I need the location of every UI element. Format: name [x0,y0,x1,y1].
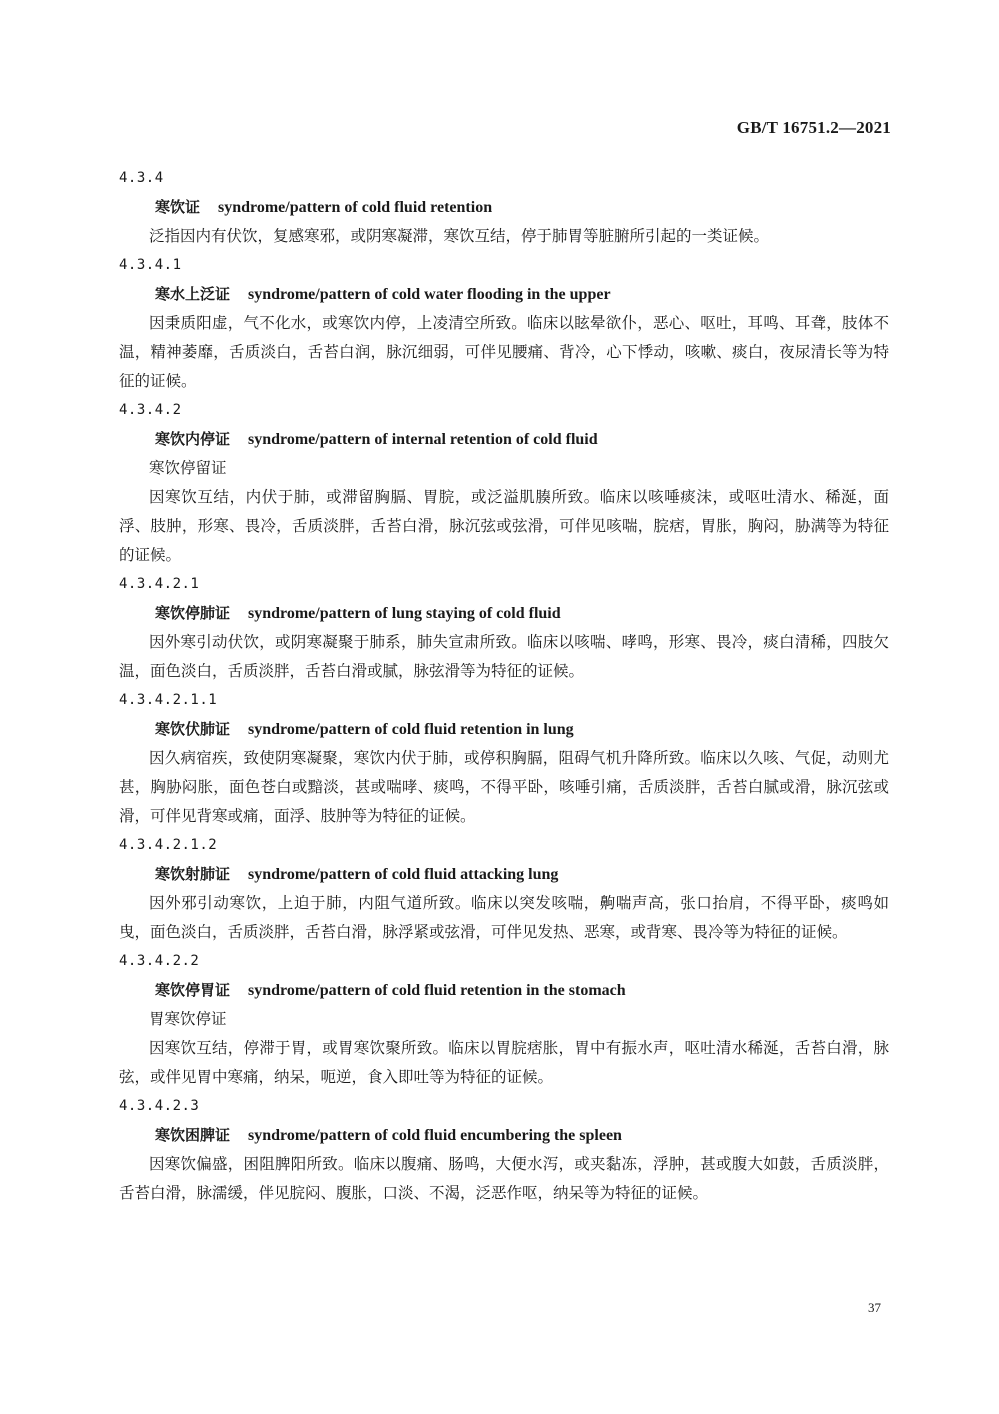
term-heading [119,193,889,222]
entry-4-3-4-2-2 [119,947,889,1092]
term-zh: 寒水上泛证 [155,285,231,303]
term-heading [119,976,889,1005]
term-zh: 寒饮伏肺证 [155,720,231,738]
term-en: syndrome/pattern of lung staying of cold fluid [248,605,561,622]
term-zh: 寒饮内停证 [155,430,231,448]
entry-4-3-4 [119,164,889,251]
entry-4-3-4-2-1 [119,570,889,686]
term-zh: 寒饮停胃证 [155,981,231,999]
document-body [119,164,889,1208]
term-zh: 寒饮证 [155,198,201,216]
entry-4-3-4-2 [119,396,889,570]
term-en: syndrome/pattern of cold fluid retention in lung [248,721,574,738]
term-heading [119,1121,889,1150]
clause-number: 4.3.4.2.1 [119,576,200,592]
term-zh: 寒饮停肺证 [155,604,231,622]
clause-number: 4.3.4.2.3 [119,1098,200,1114]
definition: 因寒饮互结，停滞于胃，或胃寒饮聚所致。临床以胃脘痞胀，胃中有振水声，呕吐清水稀涎，舌苔白滑，脉弦，或伴见胃中寒痛，纳呆，呃逆，食入即吐等为特征的证候。 [119,1039,889,1086]
entry-4-3-4-1 [119,251,889,396]
term-zh: 寒饮困脾证 [155,1126,231,1144]
clause-number: 4.3.4.2.1.2 [119,837,218,853]
synonym: 胃寒饮停证 [149,1010,227,1028]
page-number: 37 [868,1300,881,1315]
term-en: syndrome/pattern of cold fluid retention in the stomach [248,982,626,999]
clause-number: 4.3.4.2.1.1 [119,692,218,708]
definition: 因外邪引动寒饮，上迫于肺，内阻气道所致。临床以突发咳喘，齁喘声高，张口抬肩，不得平卧，痰鸣如曳，面色淡白，舌质淡胖，舌苔白滑，脉浮紧或弦滑，可伴见发热、恶寒，或背寒、畏冷等为特征的证候。 [119,894,889,941]
definition: 因寒饮互结，内伏于肺，或滞留胸膈、胃脘，或泛溢肌腠所致。临床以咳唾痰沫，或呕吐清水、稀涎，面浮、肢肿，形寒、畏冷，舌质淡胖，舌苔白滑，脉沉弦或弦滑，可伴见咳喘，脘痞，胃胀，胸闷，胁满等为特征的证候。 [119,488,889,564]
clause-number: 4.3.4 [119,170,164,186]
term-en: syndrome/pattern of cold water flooding in the upper [248,286,611,303]
definition: 因寒饮偏盛，困阻脾阳所致。临床以腹痛、肠鸣，大便水泻，或夹黏冻，浮肿，甚或腹大如鼓，舌质淡胖，舌苔白滑，脉濡缓，伴见脘闷、腹胀，口淡、不渴，泛恶作呕，纳呆等为特征的证候。 [119,1155,889,1202]
entry-4-3-4-2-1-1 [119,686,889,831]
entry-4-3-4-2-1-2 [119,831,889,947]
term-en: syndrome/pattern of cold fluid encumbering the spleen [248,1127,622,1144]
term-en: syndrome/pattern of cold fluid attacking lung [248,866,559,883]
term-heading [119,715,889,744]
term-en: syndrome/pattern of internal retention of cold fluid [248,431,598,448]
standard-code: GB/T 16751.2—2021 [736,118,891,137]
definition: 因秉质阳虚，气不化水，或寒饮内停，上凌清空所致。临床以眩晕欲仆，恶心、呕吐，耳鸣、耳聋，肢体不温，精神萎靡，舌质淡白，舌苔白润，脉沉细弱，可伴见腰痛、背冷，心下悸动，咳嗽、痰白，夜尿清长等为特征的证候。 [119,314,889,390]
clause-number: 4.3.4.2 [119,402,182,418]
clause-number: 4.3.4.2.2 [119,953,200,969]
entry-4-3-4-2-3 [119,1092,889,1208]
definition: 因外寒引动伏饮，或阴寒凝聚于肺系，肺失宣肃所致。临床以咳喘、哮鸣，形寒、畏冷，痰白清稀，四肢欠温，面色淡白，舌质淡胖，舌苔白滑或腻，脉弦滑等为特征的证候。 [119,633,889,680]
term-zh: 寒饮射肺证 [155,865,231,883]
synonym: 寒饮停留证 [149,459,227,477]
clause-number: 4.3.4.1 [119,257,182,273]
term-heading [119,280,889,309]
term-heading [119,599,889,628]
definition: 泛指因内有伏饮，复感寒邪，或阴寒凝滞，寒饮互结，停于肺胃等脏腑所引起的一类证候。 [149,227,770,245]
term-heading [119,425,889,454]
term-heading [119,860,889,889]
definition: 因久病宿疾，致使阴寒凝聚，寒饮内伏于肺，或停积胸膈，阻碍气机升降所致。临床以久咳、气促，动则尤甚，胸胁闷胀，面色苍白或黯淡，甚或喘哮、痰鸣，不得平卧，咳唾引痛，舌质淡胖，舌苔白腻或滑，脉沉弦或滑，可伴见背寒或痛，面浮、肢肿等为特征的证候。 [119,749,889,825]
term-en: syndrome/pattern of cold fluid retention [218,199,493,216]
